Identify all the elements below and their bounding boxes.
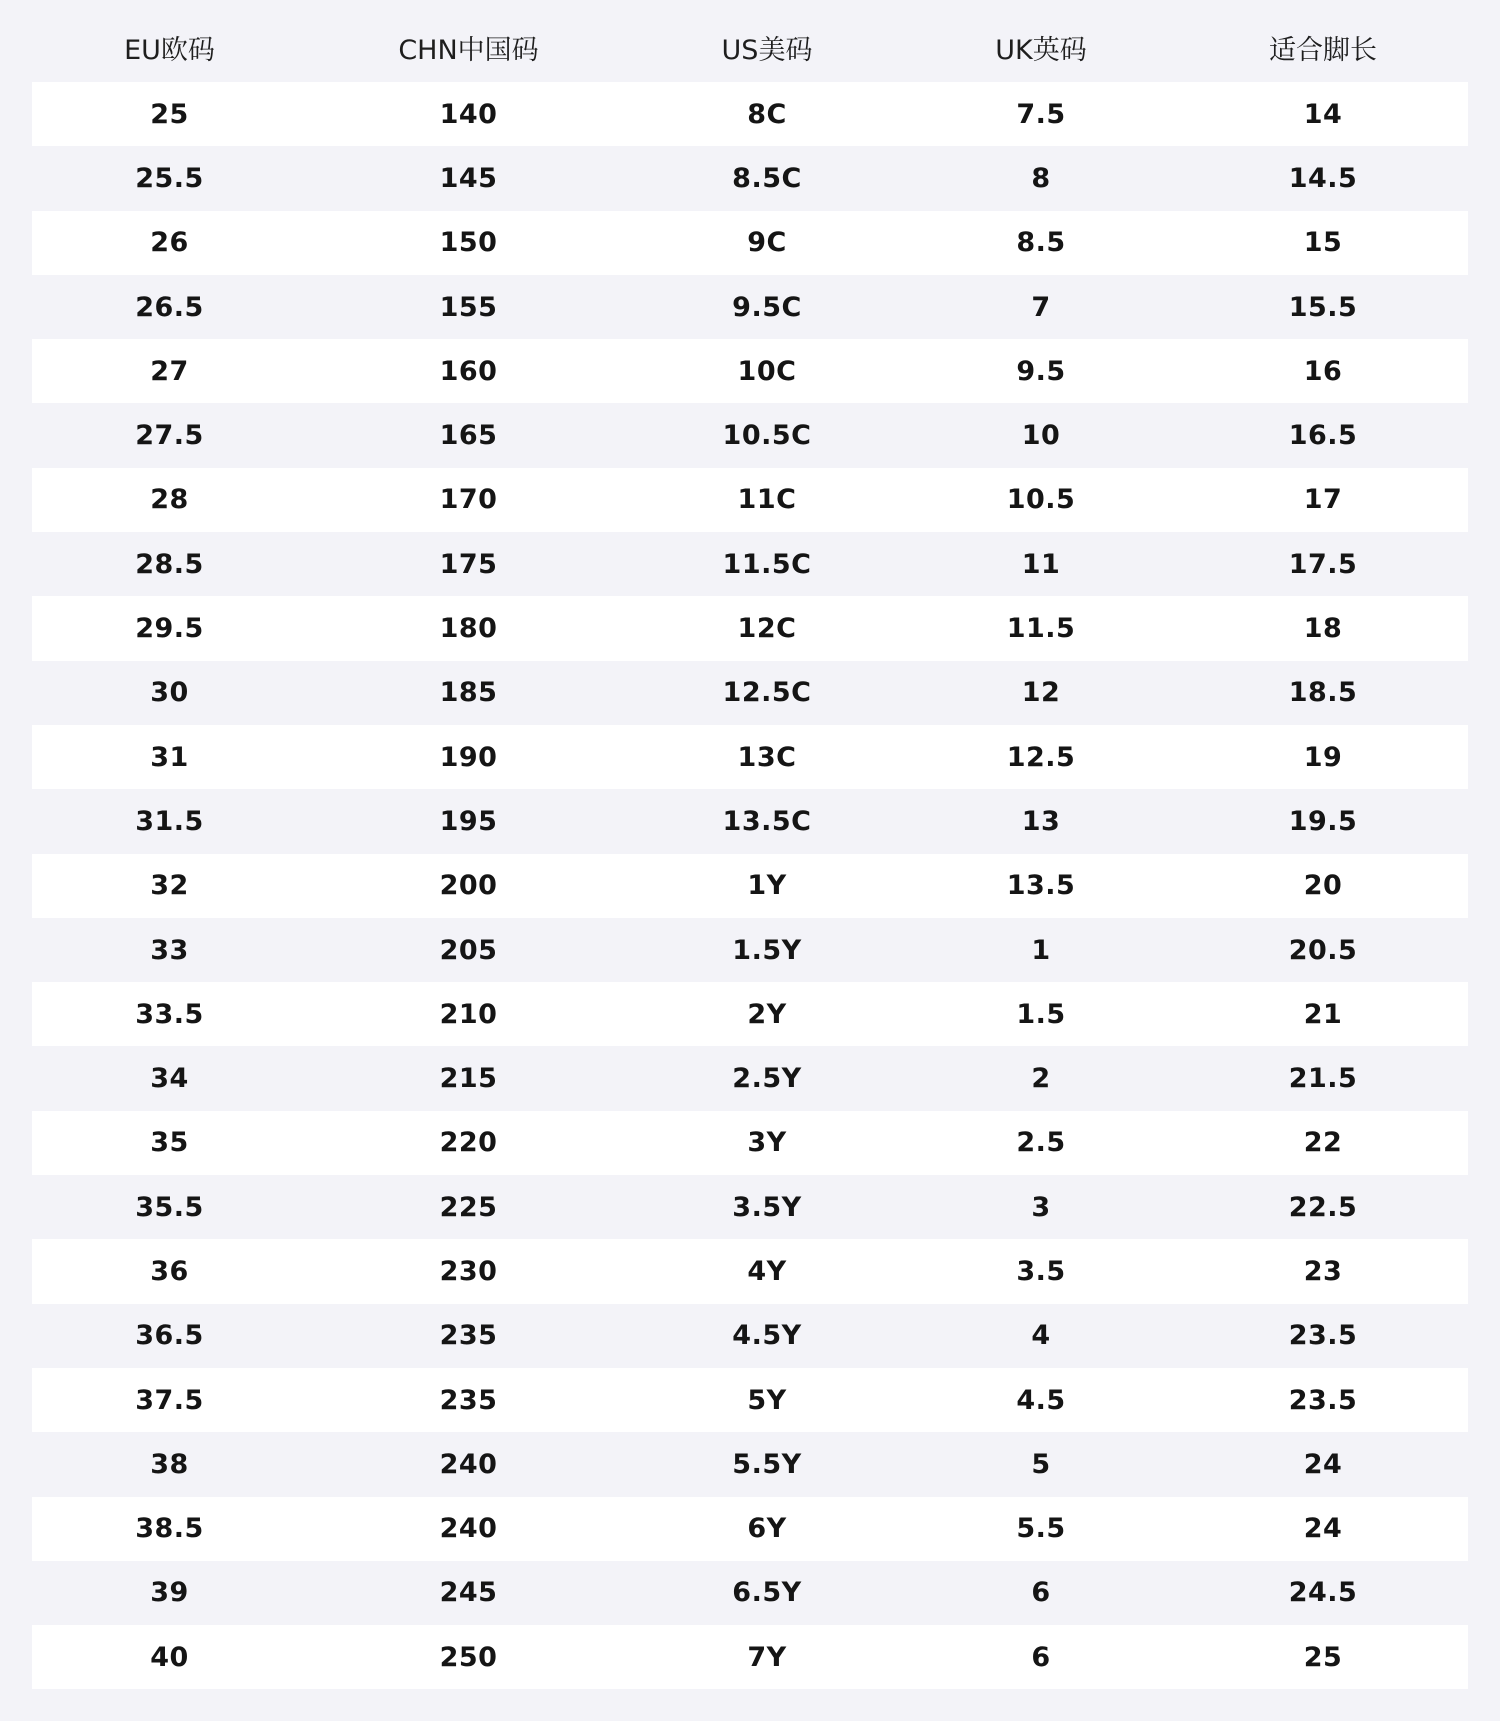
header-eu-size: EU欧码 — [124, 34, 215, 66]
table-row — [32, 596, 1468, 660]
chn-size-cell: 185 — [439, 677, 498, 709]
chn-size-cell: 190 — [439, 741, 498, 773]
foot-length-cell: 19 — [1303, 741, 1343, 773]
chn-size-cell: 155 — [439, 291, 498, 323]
us-size-cell: 7Y — [747, 1641, 787, 1673]
uk-size-cell: 2 — [1031, 1063, 1051, 1095]
eu-size-cell: 35.5 — [135, 1191, 204, 1223]
table-row — [32, 468, 1468, 532]
table-row — [32, 532, 1468, 596]
uk-size-cell: 10.5 — [1006, 484, 1076, 516]
eu-size-cell: 26.5 — [135, 291, 204, 323]
uk-size-cell: 4.5 — [1016, 1384, 1066, 1416]
foot-length-cell: 17 — [1303, 484, 1343, 516]
eu-size-cell: 27 — [150, 355, 189, 387]
table-row — [32, 1046, 1468, 1110]
eu-size-cell: 37.5 — [135, 1384, 204, 1416]
uk-size-cell: 9.5 — [1016, 355, 1066, 387]
eu-size-cell: 38.5 — [135, 1513, 204, 1545]
uk-size-cell: 6 — [1031, 1641, 1051, 1673]
foot-length-cell: 16 — [1303, 355, 1343, 387]
foot-length-cell: 17.5 — [1288, 548, 1358, 580]
chn-size-cell: 215 — [439, 1063, 498, 1095]
table-row — [32, 1625, 1468, 1689]
eu-size-cell: 27.5 — [135, 420, 204, 452]
chn-size-cell: 175 — [439, 548, 498, 580]
foot-length-cell: 22.5 — [1288, 1191, 1358, 1223]
chn-size-cell: 210 — [439, 998, 498, 1030]
table-row — [32, 211, 1468, 275]
us-size-cell: 5.5Y — [732, 1448, 802, 1480]
us-size-cell: 2.5Y — [732, 1063, 802, 1095]
table-row — [32, 275, 1468, 339]
foot-length-cell: 24 — [1303, 1513, 1343, 1545]
table-row — [32, 1368, 1468, 1432]
uk-size-cell: 6 — [1031, 1577, 1051, 1609]
us-size-cell: 2Y — [747, 998, 787, 1030]
foot-length-cell: 21.5 — [1288, 1063, 1358, 1095]
us-size-cell: 13C — [737, 741, 797, 773]
chn-size-cell: 180 — [439, 613, 498, 645]
chn-size-cell: 225 — [439, 1191, 498, 1223]
eu-size-cell: 31.5 — [135, 805, 204, 837]
us-size-cell: 4.5Y — [732, 1320, 802, 1352]
eu-size-cell: 30 — [150, 677, 189, 709]
chn-size-cell: 150 — [439, 227, 498, 259]
uk-size-cell: 7.5 — [1016, 98, 1066, 130]
header-foot-length: 适合脚长 — [1269, 34, 1377, 66]
table-row — [32, 982, 1468, 1046]
chn-size-cell: 240 — [439, 1448, 498, 1480]
us-size-cell: 3Y — [747, 1127, 787, 1159]
header-chn-size: CHN中国码 — [398, 34, 539, 66]
chn-size-cell: 230 — [439, 1255, 498, 1287]
eu-size-cell: 25.5 — [135, 162, 204, 194]
eu-size-cell: 35 — [150, 1127, 189, 1159]
us-size-cell: 8.5C — [732, 162, 802, 194]
us-size-cell: 1.5Y — [732, 934, 802, 966]
foot-length-cell: 20.5 — [1288, 934, 1358, 966]
eu-size-cell: 26 — [150, 227, 189, 259]
foot-length-cell: 19.5 — [1288, 805, 1358, 837]
chn-size-cell: 165 — [439, 420, 498, 452]
table-row — [32, 403, 1468, 467]
eu-size-cell: 39 — [150, 1577, 189, 1609]
chn-size-cell: 245 — [439, 1577, 498, 1609]
table-row — [32, 1175, 1468, 1239]
uk-size-cell: 8 — [1031, 162, 1051, 194]
us-size-cell: 10C — [737, 355, 797, 387]
us-size-cell: 6.5Y — [732, 1577, 802, 1609]
eu-size-cell: 28.5 — [135, 548, 204, 580]
table-row — [32, 1111, 1468, 1175]
uk-size-cell: 8.5 — [1016, 227, 1066, 259]
header-us-size: US美码 — [721, 34, 813, 66]
table-row — [32, 661, 1468, 725]
table-row — [32, 339, 1468, 403]
uk-size-cell: 12.5 — [1006, 741, 1076, 773]
foot-length-cell: 15 — [1303, 227, 1343, 259]
eu-size-cell: 34 — [150, 1063, 189, 1095]
foot-length-cell: 24 — [1303, 1448, 1343, 1480]
foot-length-cell: 24.5 — [1288, 1577, 1358, 1609]
table-row — [32, 725, 1468, 789]
us-size-cell: 10.5C — [722, 420, 812, 452]
chn-size-cell: 250 — [439, 1641, 498, 1673]
uk-size-cell: 12 — [1021, 677, 1061, 709]
us-size-cell: 5Y — [747, 1384, 787, 1416]
table-row — [32, 146, 1468, 210]
table-header-row — [32, 18, 1468, 82]
us-size-cell: 12.5C — [722, 677, 812, 709]
chn-size-cell: 195 — [439, 805, 498, 837]
eu-size-cell: 32 — [150, 870, 189, 902]
us-size-cell: 1Y — [747, 870, 787, 902]
uk-size-cell: 3 — [1031, 1191, 1051, 1223]
chn-size-cell: 200 — [439, 870, 498, 902]
foot-length-cell: 25 — [1303, 1641, 1343, 1673]
uk-size-cell: 13.5 — [1006, 870, 1076, 902]
foot-length-cell: 18 — [1303, 613, 1343, 645]
uk-size-cell: 10 — [1021, 420, 1061, 452]
eu-size-cell: 25 — [150, 98, 189, 130]
chn-size-cell: 160 — [439, 355, 498, 387]
size-chart-table — [32, 18, 1468, 1689]
us-size-cell: 11C — [737, 484, 797, 516]
eu-size-cell: 31 — [150, 741, 189, 773]
chn-size-cell: 140 — [439, 98, 498, 130]
us-size-cell: 9C — [747, 227, 787, 259]
uk-size-cell: 11.5 — [1006, 613, 1076, 645]
us-size-cell: 6Y — [747, 1513, 787, 1545]
eu-size-cell: 28 — [150, 484, 189, 516]
chn-size-cell: 145 — [439, 162, 498, 194]
table-row — [32, 1239, 1468, 1303]
uk-size-cell: 2.5 — [1016, 1127, 1066, 1159]
uk-size-cell: 13 — [1021, 805, 1061, 837]
chn-size-cell: 235 — [439, 1320, 498, 1352]
table-row — [32, 918, 1468, 982]
chn-size-cell: 170 — [439, 484, 498, 516]
foot-length-cell: 14.5 — [1288, 162, 1358, 194]
foot-length-cell: 23.5 — [1288, 1320, 1358, 1352]
table-body — [32, 82, 1468, 1689]
us-size-cell: 4Y — [747, 1255, 787, 1287]
uk-size-cell: 7 — [1031, 291, 1051, 323]
uk-size-cell: 11 — [1021, 548, 1061, 580]
foot-length-cell: 16.5 — [1288, 420, 1358, 452]
foot-length-cell: 14 — [1303, 98, 1343, 130]
table-row — [32, 1304, 1468, 1368]
foot-length-cell: 15.5 — [1288, 291, 1358, 323]
table-row — [32, 1497, 1468, 1561]
foot-length-cell: 18.5 — [1288, 677, 1358, 709]
uk-size-cell: 5.5 — [1016, 1513, 1066, 1545]
foot-length-cell: 22 — [1303, 1127, 1343, 1159]
us-size-cell: 3.5Y — [732, 1191, 802, 1223]
header-uk-size: UK英码 — [995, 34, 1087, 66]
foot-length-cell: 21 — [1303, 998, 1343, 1030]
chn-size-cell: 205 — [439, 934, 498, 966]
table-row — [32, 82, 1468, 146]
eu-size-cell: 36.5 — [135, 1320, 204, 1352]
chn-size-cell: 235 — [439, 1384, 498, 1416]
us-size-cell: 13.5C — [722, 805, 812, 837]
us-size-cell: 8C — [747, 98, 787, 130]
uk-size-cell: 4 — [1031, 1320, 1051, 1352]
table-row — [32, 789, 1468, 853]
chn-size-cell: 220 — [439, 1127, 498, 1159]
foot-length-cell: 20 — [1303, 870, 1343, 902]
foot-length-cell: 23.5 — [1288, 1384, 1358, 1416]
uk-size-cell: 3.5 — [1016, 1255, 1066, 1287]
uk-size-cell: 5 — [1031, 1448, 1051, 1480]
chn-size-cell: 240 — [439, 1513, 498, 1545]
eu-size-cell: 33.5 — [135, 998, 204, 1030]
table-row — [32, 854, 1468, 918]
us-size-cell: 12C — [737, 613, 797, 645]
uk-size-cell: 1.5 — [1016, 998, 1066, 1030]
eu-size-cell: 36 — [150, 1255, 189, 1287]
table-row — [32, 1561, 1468, 1625]
eu-size-cell: 33 — [150, 934, 189, 966]
uk-size-cell: 1 — [1031, 934, 1051, 966]
table-row — [32, 1432, 1468, 1496]
foot-length-cell: 23 — [1303, 1255, 1343, 1287]
eu-size-cell: 38 — [150, 1448, 189, 1480]
us-size-cell: 9.5C — [732, 291, 802, 323]
eu-size-cell: 40 — [150, 1641, 189, 1673]
us-size-cell: 11.5C — [722, 548, 812, 580]
eu-size-cell: 29.5 — [135, 613, 204, 645]
